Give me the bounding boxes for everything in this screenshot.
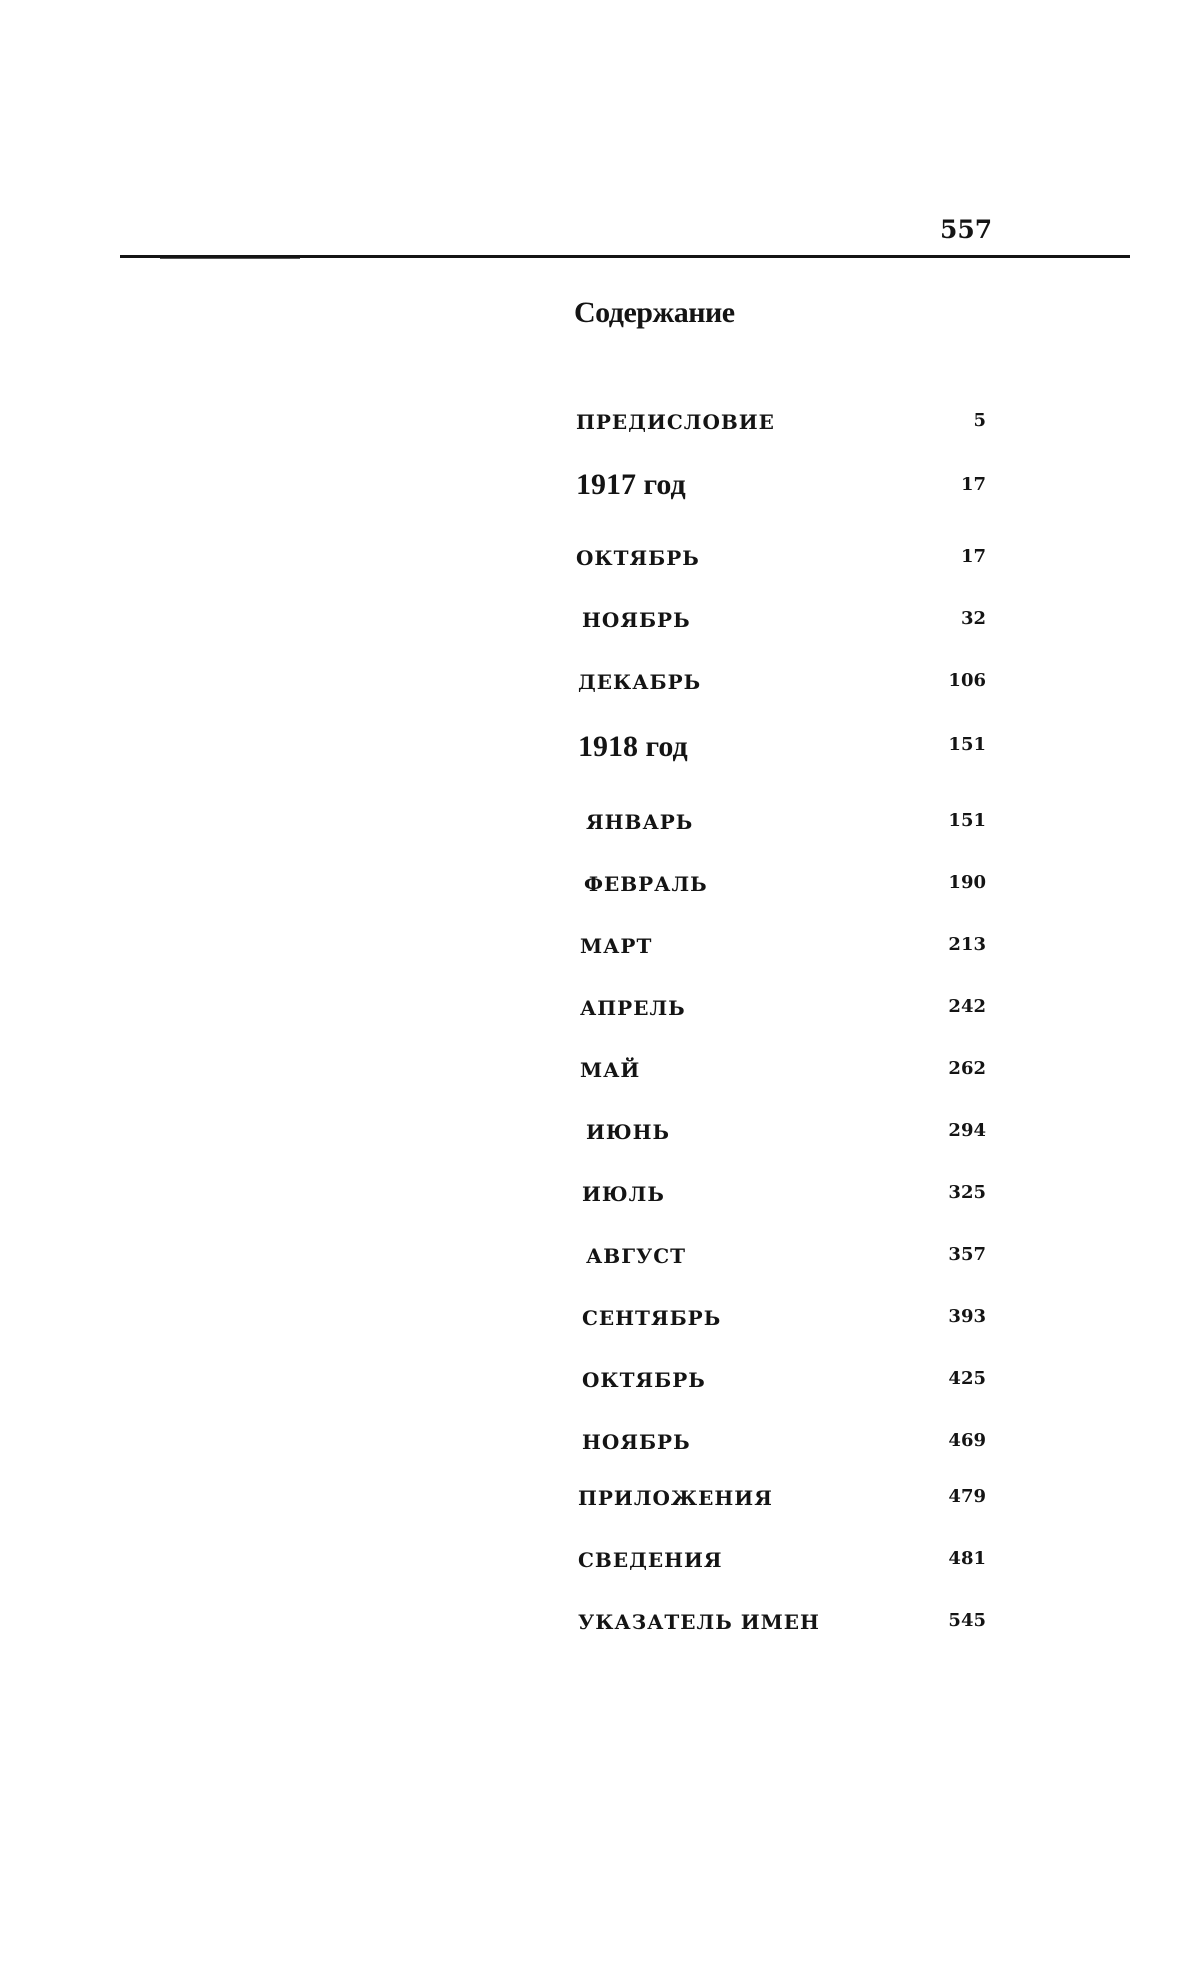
toc-entry-page: 481: [948, 1548, 986, 1569]
toc-entry-year-1917[interactable]: [0, 468, 1200, 508]
toc-entry-label: ЯНВАРЬ: [586, 810, 694, 834]
toc-entry-page: 190: [948, 872, 986, 893]
toc-entry-page: 469: [948, 1430, 986, 1451]
toc-entry-october-1917[interactable]: [0, 546, 1200, 586]
toc-entry-june-1918[interactable]: [0, 1120, 1200, 1160]
toc-entry-label: АВГУСТ: [586, 1244, 687, 1268]
toc-entry-page: 393: [948, 1306, 986, 1327]
toc-entry-page: 151: [948, 810, 986, 831]
toc-entry-label: НОЯБРЬ: [582, 608, 691, 632]
toc-entry-label: ДЕКАБРЬ: [578, 670, 702, 694]
toc-entry-february-1918[interactable]: [0, 872, 1200, 912]
toc-entry-name-index[interactable]: [0, 1610, 1200, 1650]
toc-entry-january-1918[interactable]: [0, 810, 1200, 850]
toc-entry-label: ФЕВРАЛЬ: [584, 872, 708, 896]
toc-entry-page: 213: [948, 934, 986, 955]
toc-entry-page: 479: [948, 1486, 986, 1507]
toc-entry-page: 262: [948, 1058, 986, 1079]
toc-entry-year-1918[interactable]: [0, 730, 1200, 770]
toc-entry-label: ИЮНЬ: [586, 1120, 671, 1144]
toc-entry-page: 294: [948, 1120, 986, 1141]
toc-entry-october-1918[interactable]: [0, 1368, 1200, 1408]
toc-entry-may-1918[interactable]: [0, 1058, 1200, 1098]
toc-entry-august-1918[interactable]: [0, 1244, 1200, 1284]
toc-entry-label: ПРЕДИСЛОВИЕ: [576, 410, 775, 434]
toc-entry-information[interactable]: [0, 1548, 1200, 1588]
toc-entry-page: 545: [948, 1610, 986, 1631]
toc-entry-july-1918[interactable]: [0, 1182, 1200, 1222]
page-number: 557: [940, 215, 993, 244]
toc-entry-label: ОКТЯБРЬ: [582, 1368, 706, 1392]
toc-entry-april-1918[interactable]: [0, 996, 1200, 1036]
toc-entry-label: 1918 год: [578, 730, 688, 763]
toc-entry-page: 32: [960, 608, 986, 629]
toc-title: Содержание: [574, 296, 735, 329]
toc-entry-label: МАРТ: [580, 934, 653, 958]
toc-entry-label: 1917 год: [576, 468, 686, 501]
toc-entry-page: 106: [948, 670, 986, 691]
toc-entry-page: 5: [973, 410, 986, 431]
toc-entry-label: АПРЕЛЬ: [580, 996, 686, 1020]
toc-entry-label: ОКТЯБРЬ: [576, 546, 700, 570]
toc-entry-preface[interactable]: [0, 410, 1200, 450]
toc-entry-label: ПРИЛОЖЕНИЯ: [578, 1486, 773, 1510]
toc-entry-label: НОЯБРЬ: [582, 1430, 691, 1454]
toc-entry-appendices[interactable]: [0, 1486, 1200, 1526]
toc-entry-label: СЕНТЯБРЬ: [582, 1306, 722, 1330]
toc-entry-page: 242: [948, 996, 986, 1017]
toc-entry-label: УКАЗАТЕЛЬ ИМЕН: [578, 1610, 820, 1634]
toc-entry-label: ИЮЛЬ: [582, 1182, 665, 1206]
toc-entry-page: 151: [948, 734, 986, 755]
toc-entry-september-1918[interactable]: [0, 1306, 1200, 1346]
toc-entry-march-1918[interactable]: [0, 934, 1200, 974]
toc-entry-page: 357: [948, 1244, 986, 1265]
toc-entry-label: МАЙ: [580, 1058, 641, 1082]
toc-entry-page: 17: [960, 546, 986, 567]
toc-entry-november-1917[interactable]: [0, 608, 1200, 648]
toc-entry-label: СВЕДЕНИЯ: [578, 1548, 723, 1572]
toc-entry-december-1917[interactable]: [0, 670, 1200, 710]
toc-entry-november-1918[interactable]: [0, 1430, 1200, 1470]
toc-entry-page: 17: [960, 474, 986, 495]
toc-entry-page: 325: [948, 1182, 986, 1203]
toc-entry-page: 425: [948, 1368, 986, 1389]
